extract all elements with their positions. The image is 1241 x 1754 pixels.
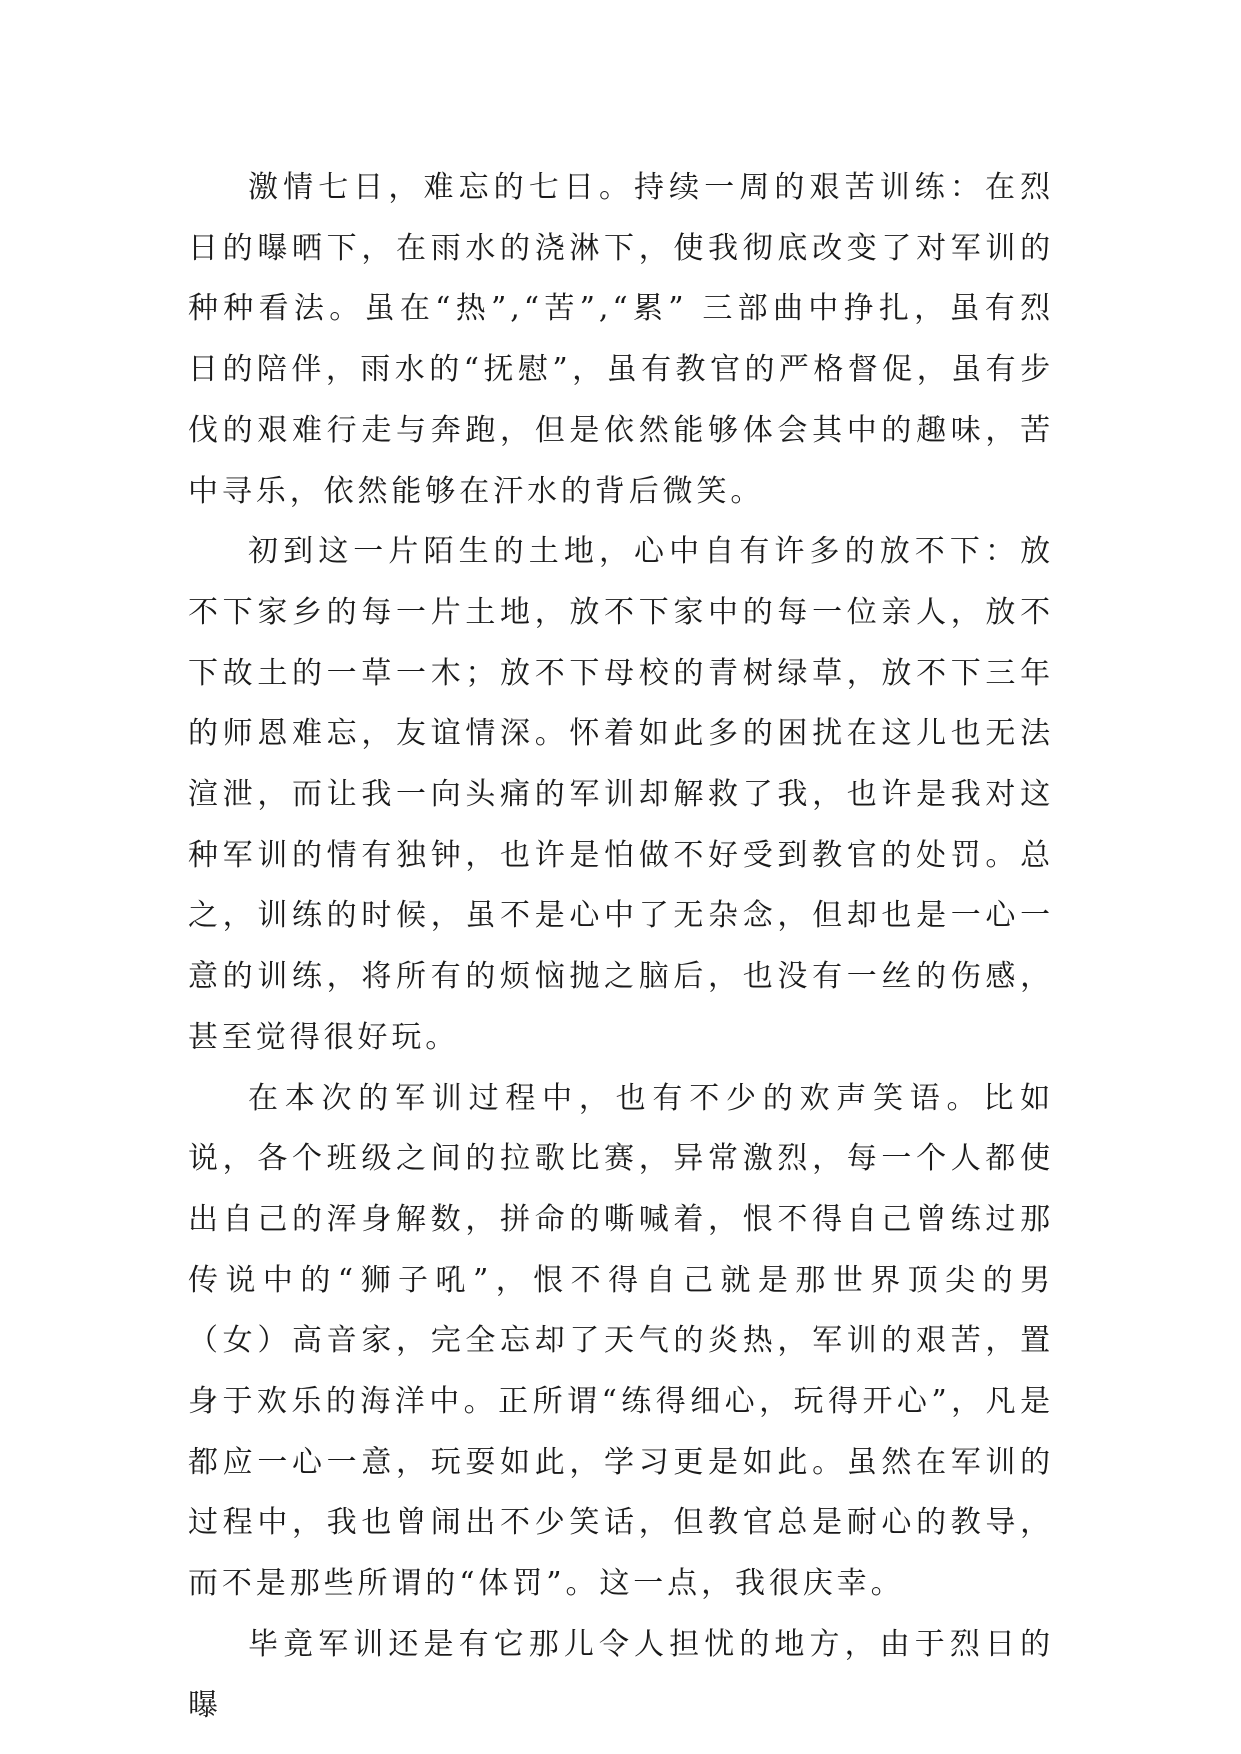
paragraph-4: 毕竟军训还是有它那儿令人担忧的地方，由于烈日的曝: [188, 1626, 1054, 1723]
document-body: [188, 158, 1054, 1736]
paragraph-3: 在本次的军训过程中，也有不少的欢声笑语。比如说，各个班级之间的拉歌比赛，异常激烈，每一个人都使出自己的浑身解数，拼命的嘶喊着，恨不得自己曾练过那传说中的“狮子吼”，恨不得自己就是那世界顶尖的男（女）高音家，完全忘却了天气的炎热，军训的艰苦，置身于欢乐的海洋中。正所谓“练得细心，玩得开心”，凡是都应一心一意，玩耍如此，学习更是如此。虽然在军训的过程中，我也曾闹出不少笑话，但教官总是耐心的教导，而不是那些所谓的“体罚”。这一点，我很庆幸。: [188, 1080, 1054, 1602]
paragraph-2: 初到这一片陌生的土地，心中自有许多的放不下：放不下家乡的每一片土地，放不下家中的每一位亲人，放不下故土的一草一木；放不下母校的青树绿草，放不下三年的师恩难忘，友谊情深。怀着如此多的困扰在这儿也无法渲泄，而让我一向头痛的军训却解救了我，也许是我对这种军训的情有独钟，也许是怕做不好受到教官的处罚。总之，训练的时候，虽不是心中了无杂念，但却也是一心一意的训练，将所有的烦恼抛之脑后，也没有一丝的伤感，甚至觉得很好玩。: [188, 534, 1054, 1055]
paragraph-1: 激情七日，难忘的七日。持续一周的艰苦训练：在烈日的曝晒下，在雨水的浇淋下，使我彻底改变了对军训的种种看法。虽在“热”,“苦”,“累” 三部曲中挣扎，虽有烈日的陪伴，雨水的“抚慰”，虽有教官的严格督促，虽有步伐的艰难行走与奔跑，但是依然能够体会其中的趣味，苦中寻乐，依然能够在汗水的背后微笑。: [188, 170, 1054, 509]
